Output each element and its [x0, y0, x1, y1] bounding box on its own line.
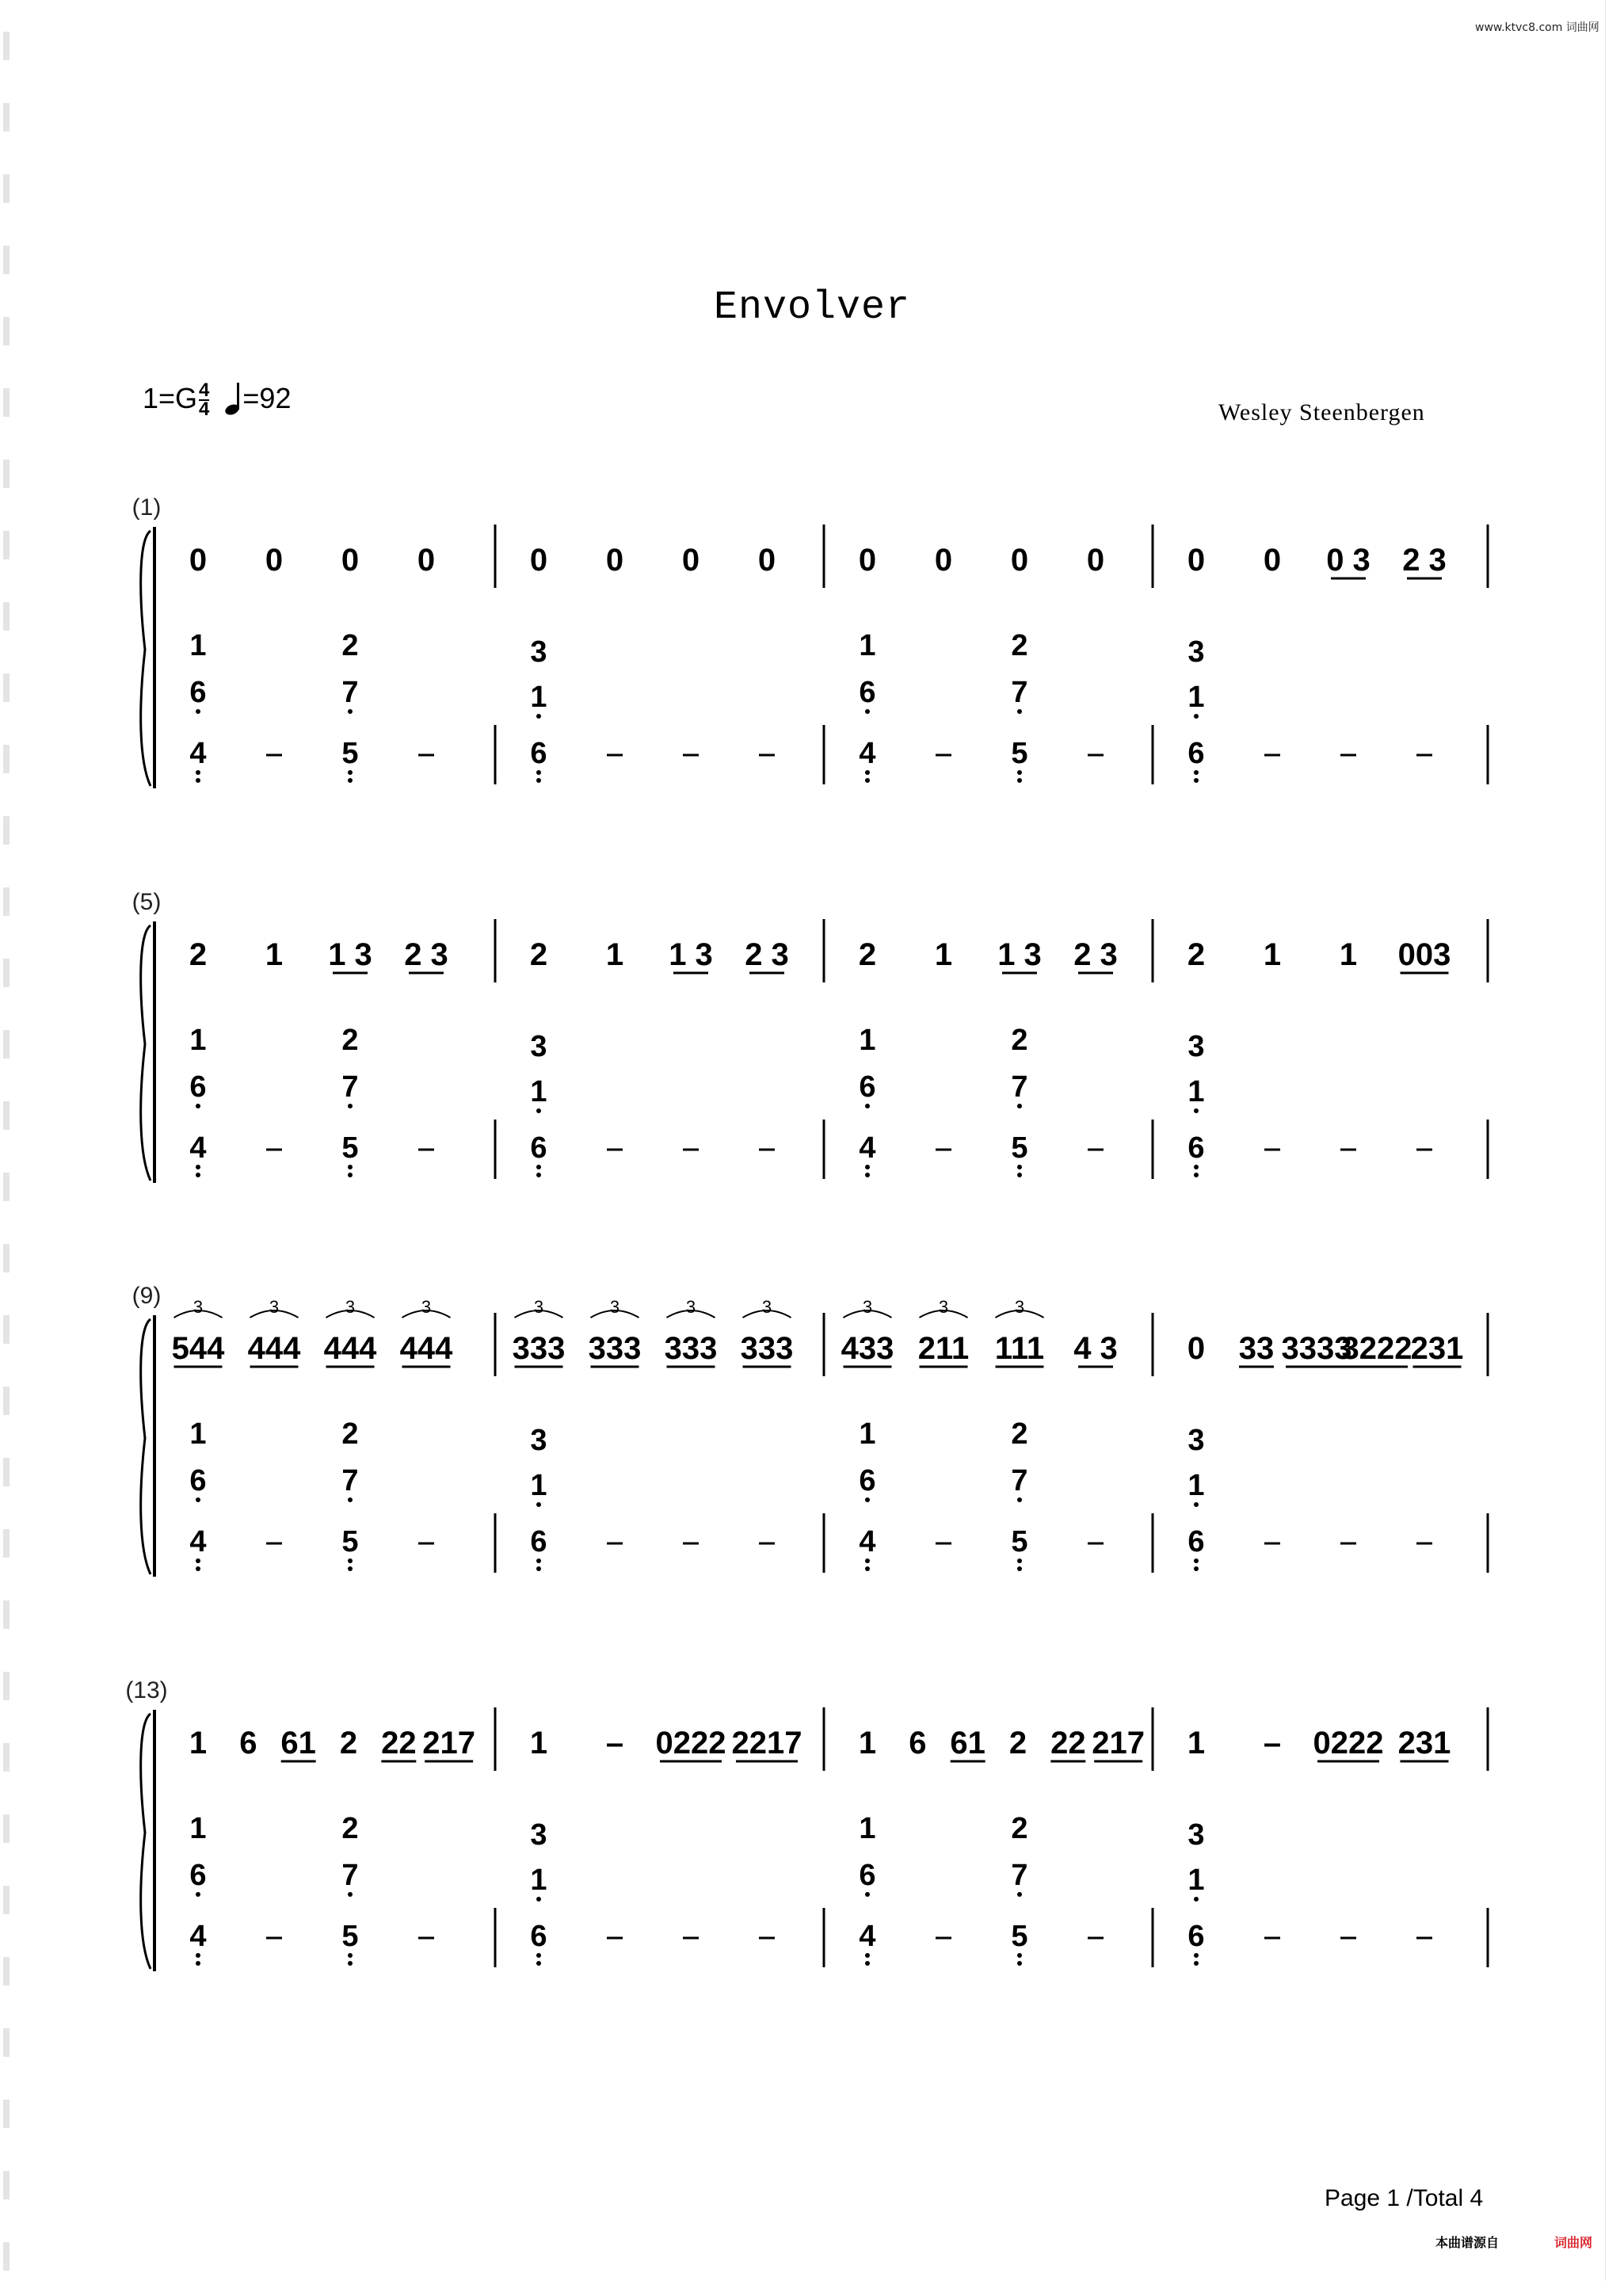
- hold-mark: –: [614, 1551, 616, 1552]
- chord-note: 2: [341, 1812, 359, 1845]
- melody-note: 1 3: [328, 937, 372, 972]
- octave-dot: [865, 1497, 870, 1502]
- melody-note: 1: [934, 937, 953, 972]
- octave-dot: [536, 1165, 541, 1169]
- chord-note: 7: [1011, 1464, 1028, 1497]
- octave-dot: [536, 1173, 541, 1177]
- octave-dot: [1194, 1173, 1199, 1177]
- octave-dot: [348, 770, 353, 775]
- melody-note: 1: [605, 937, 624, 972]
- chord-note: 1: [189, 629, 207, 662]
- hold-mark: –: [273, 1946, 275, 1947]
- chord-note: 1: [859, 1812, 876, 1845]
- measure-number: (5): [132, 889, 162, 915]
- melody-note: 211: [917, 1331, 970, 1366]
- octave-dot: [865, 1173, 870, 1177]
- melody-note: 217: [422, 1726, 476, 1760]
- tempo-value: =92: [242, 382, 292, 414]
- melody-note: 444: [247, 1331, 301, 1366]
- octave-dot: [196, 1892, 200, 1897]
- octave-dot: [348, 1104, 353, 1108]
- octave-dot: [536, 1566, 541, 1571]
- watermark-mark: [3, 460, 10, 488]
- triplet-mark: 3: [345, 1297, 356, 1317]
- chord-note: 6: [530, 1131, 547, 1165]
- hold-mark: –: [1271, 763, 1273, 764]
- melody-note: 2: [339, 1726, 358, 1760]
- source-label: 本曲谱源自: [1435, 2237, 1500, 2250]
- melody-note: 2: [529, 937, 548, 972]
- staff-brace: [141, 925, 151, 1181]
- octave-dot: [348, 709, 353, 714]
- triplet-mark: 3: [609, 1297, 620, 1317]
- octave-dot: [536, 1897, 541, 1902]
- melody-note: 0: [858, 543, 877, 578]
- melody-note: 1 3: [997, 937, 1042, 972]
- octave-dot: [865, 1558, 870, 1563]
- melody-note: 1: [265, 937, 284, 972]
- chord-note: 6: [1188, 1920, 1205, 1953]
- watermark-mark: [3, 2242, 10, 2271]
- chord-note: 1: [1188, 1469, 1205, 1502]
- octave-dot: [865, 1165, 870, 1169]
- octave-dot: [1017, 1104, 1022, 1108]
- chord-note: 5: [1011, 1525, 1028, 1558]
- chord-note: 7: [1011, 1070, 1028, 1104]
- chord-note: 4: [859, 737, 876, 770]
- staff-brace: [141, 1714, 151, 1969]
- octave-dot: [536, 1953, 541, 1958]
- melody-note: 0222: [1313, 1726, 1384, 1760]
- hold-mark: –: [614, 1946, 616, 1947]
- melody-note: 3333: [1281, 1331, 1352, 1366]
- melody-note: 2: [189, 937, 208, 972]
- octave-dot: [196, 770, 200, 775]
- hold-mark: –: [1424, 763, 1425, 764]
- composer: Wesley Steenbergen: [1218, 399, 1425, 425]
- octave-dot: [1017, 1165, 1022, 1169]
- chord-note: 7: [341, 1464, 359, 1497]
- chord-note: 3: [530, 635, 547, 669]
- chord-note: 3: [530, 1818, 547, 1852]
- octave-dot: [348, 1953, 353, 1958]
- melody-note: 33: [1238, 1331, 1275, 1366]
- chord-note: 6: [530, 1920, 547, 1953]
- melody-note: 333: [664, 1331, 718, 1366]
- chord-note: 1: [1188, 681, 1205, 714]
- octave-dot: [348, 1566, 353, 1571]
- melody-note: 22: [1050, 1726, 1086, 1760]
- hold-mark: –: [425, 763, 427, 764]
- hold-mark: –: [614, 763, 616, 764]
- octave-dot: [1017, 1953, 1022, 1958]
- octave-dot: [1194, 1961, 1199, 1966]
- octave-dot: [348, 1165, 353, 1169]
- melody-note: 231: [1410, 1331, 1464, 1366]
- melody-note: 433: [841, 1331, 894, 1366]
- melody-note: 0 3: [1326, 543, 1370, 578]
- chord-note: 5: [341, 1525, 359, 1558]
- octave-dot: [865, 778, 870, 783]
- octave-dot: [1194, 770, 1199, 775]
- octave-dot: [536, 778, 541, 783]
- melody-note: 333: [588, 1331, 642, 1366]
- melody-note: 333: [740, 1331, 794, 1366]
- chord-note: 2: [1011, 1024, 1028, 1057]
- chord-note: 4: [189, 1131, 207, 1165]
- chord-note: 3: [1188, 1030, 1205, 1063]
- octave-dot: [348, 1961, 353, 1966]
- melody-note: 1: [858, 1726, 877, 1760]
- hold-mark: –: [943, 1551, 944, 1552]
- key-signature: [143, 380, 292, 421]
- triplet-mark: 3: [938, 1297, 949, 1317]
- hold-mark: –: [943, 763, 944, 764]
- hold-mark: –: [1271, 1946, 1273, 1947]
- hold-mark: –: [425, 1551, 427, 1552]
- chord-note: 5: [1011, 1131, 1028, 1165]
- octave-dot: [348, 1558, 353, 1563]
- melody-note: 2217: [731, 1726, 802, 1760]
- measure-number: (9): [132, 1283, 162, 1309]
- chord-note: 5: [341, 1920, 359, 1953]
- octave-dot: [1017, 770, 1022, 775]
- watermark-mark: [3, 246, 10, 274]
- chord-note: 1: [189, 1417, 207, 1451]
- melody-note: 0: [529, 543, 548, 578]
- chord-note: 1: [1188, 1863, 1205, 1897]
- hold-mark: –: [273, 763, 275, 764]
- watermark-mark: [3, 1244, 10, 1272]
- melody-note: 0: [934, 543, 953, 578]
- melody-note: 2: [1187, 937, 1206, 972]
- chord-note: 4: [859, 1131, 876, 1165]
- watermark-mark: [3, 1600, 10, 1629]
- chord-note: 6: [530, 737, 547, 770]
- octave-dot: [196, 1558, 200, 1563]
- chord-note: 1: [530, 1469, 547, 1502]
- hold-mark: –: [1348, 1551, 1349, 1552]
- chord-note: 7: [341, 1859, 359, 1892]
- staff-brace: [141, 531, 151, 786]
- chord-note: 4: [189, 1525, 207, 1558]
- melody-note: 231: [1397, 1726, 1451, 1760]
- chord-note: 6: [530, 1525, 547, 1558]
- chord-note: 7: [1011, 1859, 1028, 1892]
- melody-note: 6: [909, 1726, 927, 1760]
- hold-mark: –: [1095, 1946, 1096, 1947]
- octave-dot: [536, 714, 541, 719]
- hold-mark: –: [1424, 1551, 1425, 1552]
- melody-note: 003: [1397, 937, 1451, 972]
- melody-note: 1: [1263, 937, 1282, 972]
- hold-mark: –: [690, 1946, 692, 1947]
- melody-note: 0: [1187, 543, 1206, 578]
- watermark-mark: [3, 2028, 10, 2057]
- octave-dot: [348, 1892, 353, 1897]
- triplet-mark: 3: [862, 1297, 873, 1317]
- melody-note: 444: [323, 1331, 377, 1366]
- hold-mark: –: [766, 763, 768, 764]
- melody-note: 3222: [1341, 1331, 1412, 1366]
- melody-note: 0: [757, 543, 776, 578]
- score-system: [0, 886, 1624, 1203]
- chord-note: 3: [1188, 1818, 1205, 1852]
- melody-note: 6: [239, 1726, 257, 1760]
- chord-note: 6: [189, 676, 207, 709]
- melody-note: 61: [280, 1726, 316, 1760]
- chord-note: 7: [341, 1070, 359, 1104]
- chord-note: 6: [859, 1464, 876, 1497]
- key-prefix: 1=G: [143, 382, 198, 414]
- chord-note: 4: [189, 737, 207, 770]
- melody-note: –: [605, 1726, 624, 1760]
- octave-dot: [1017, 778, 1022, 783]
- octave-dot: [865, 1953, 870, 1958]
- score-system: [0, 491, 1624, 808]
- octave-dot: [536, 1961, 541, 1966]
- chord-note: 6: [1188, 1525, 1205, 1558]
- source-brand-logo: 词曲网: [1554, 2237, 1593, 2250]
- chord-note: 1: [189, 1812, 207, 1845]
- octave-dot: [536, 1108, 541, 1113]
- octave-dot: [348, 1497, 353, 1502]
- chord-note: 1: [530, 681, 547, 714]
- melody-note: 1: [189, 1726, 208, 1760]
- melody-note: 2 3: [404, 937, 448, 972]
- melody-note: 22: [381, 1726, 417, 1760]
- chord-note: 3: [530, 1030, 547, 1063]
- octave-dot: [196, 1566, 200, 1571]
- chord-note: 2: [341, 1024, 359, 1057]
- octave-dot: [196, 1497, 200, 1502]
- watermark-mark: [3, 2171, 10, 2199]
- melody-note: –: [1263, 1726, 1282, 1760]
- melody-note: 0: [1010, 543, 1029, 578]
- melody-note: 2: [858, 937, 877, 972]
- melody-note: 0: [605, 543, 624, 578]
- score-system: [0, 1674, 1624, 1991]
- chord-note: 1: [189, 1024, 207, 1057]
- triplet-mark: 3: [533, 1297, 544, 1317]
- chord-note: 5: [341, 1131, 359, 1165]
- octave-dot: [865, 709, 870, 714]
- melody-note: 1 3: [669, 937, 713, 972]
- hold-mark: –: [690, 1551, 692, 1552]
- chord-note: 6: [189, 1070, 207, 1104]
- chord-note: 4: [859, 1920, 876, 1953]
- chord-note: 5: [1011, 1920, 1028, 1953]
- chord-note: 6: [1188, 737, 1205, 770]
- octave-dot: [1194, 1502, 1199, 1507]
- chord-note: 2: [1011, 629, 1028, 662]
- chord-note: 2: [341, 629, 359, 662]
- watermark-mark: [3, 388, 10, 417]
- quarter-note-icon: [225, 383, 242, 414]
- octave-dot: [196, 778, 200, 783]
- chord-note: 6: [1188, 1131, 1205, 1165]
- chord-note: 2: [1011, 1812, 1028, 1845]
- octave-dot: [196, 1165, 200, 1169]
- octave-dot: [865, 1566, 870, 1571]
- melody-note: 0: [417, 543, 436, 578]
- octave-dot: [196, 1953, 200, 1958]
- hold-mark: –: [1348, 1946, 1349, 1947]
- octave-dot: [1194, 1897, 1199, 1902]
- chord-note: 1: [859, 629, 876, 662]
- score-system: [0, 1280, 1624, 1596]
- hold-mark: –: [766, 1551, 768, 1552]
- hold-mark: –: [273, 1551, 275, 1552]
- octave-dot: [536, 1502, 541, 1507]
- chord-note: 3: [1188, 635, 1205, 669]
- chord-note: 5: [341, 737, 359, 770]
- octave-dot: [1194, 1953, 1199, 1958]
- measure-number: (1): [132, 494, 162, 521]
- chord-note: 1: [530, 1075, 547, 1108]
- chord-note: 1: [859, 1024, 876, 1057]
- melody-note: 0: [265, 543, 284, 578]
- chord-note: 5: [1011, 737, 1028, 770]
- hold-mark: –: [943, 1946, 944, 1947]
- triplet-mark: 3: [421, 1297, 432, 1317]
- triplet-mark: 3: [761, 1297, 772, 1317]
- chord-note: 2: [1011, 1417, 1028, 1451]
- octave-dot: [865, 1961, 870, 1966]
- chord-note: 4: [859, 1525, 876, 1558]
- melody-note: 0222: [655, 1726, 726, 1760]
- octave-dot: [1017, 1566, 1022, 1571]
- hold-mark: –: [766, 1946, 768, 1947]
- chord-note: 3: [530, 1424, 547, 1457]
- melody-note: 0: [681, 543, 700, 578]
- melody-note: 111: [994, 1331, 1045, 1366]
- octave-dot: [348, 778, 353, 783]
- chord-note: 1: [530, 1863, 547, 1897]
- measure-number: (13): [125, 1677, 168, 1703]
- melody-note: 2 3: [1402, 543, 1447, 578]
- time-sig-bottom: 4: [199, 399, 210, 421]
- score-title: Envolver: [713, 285, 911, 330]
- octave-dot: [1194, 1108, 1199, 1113]
- time-signature: [199, 380, 210, 421]
- octave-dot: [1194, 1558, 1199, 1563]
- octave-dot: [865, 1892, 870, 1897]
- octave-dot: [536, 1558, 541, 1563]
- octave-dot: [865, 1104, 870, 1108]
- hold-mark: –: [1095, 763, 1096, 764]
- chord-note: 3: [1188, 1424, 1205, 1457]
- staff-brace: [141, 1319, 151, 1574]
- melody-note: 0: [189, 543, 208, 578]
- melody-note: 4 3: [1073, 1331, 1118, 1366]
- watermark-mark: [3, 816, 10, 845]
- chord-note: 4: [189, 1920, 207, 1953]
- chord-note: 6: [189, 1464, 207, 1497]
- triplet-mark: 3: [269, 1297, 280, 1317]
- melody-note: 1: [529, 1726, 548, 1760]
- melody-note: 0: [1263, 543, 1282, 578]
- site-url: www.ktvc8.com 词曲网: [1475, 21, 1599, 34]
- melody-note: 2: [1008, 1726, 1027, 1760]
- chord-note: 7: [1011, 676, 1028, 709]
- octave-dot: [1017, 1173, 1022, 1177]
- melody-note: 217: [1092, 1726, 1146, 1760]
- hold-mark: –: [690, 763, 692, 764]
- octave-dot: [1017, 1961, 1022, 1966]
- octave-dot: [1017, 709, 1022, 714]
- octave-dot: [196, 1173, 200, 1177]
- melody-note: 1: [1339, 937, 1358, 972]
- octave-dot: [1194, 714, 1199, 719]
- chord-note: 1: [1188, 1075, 1205, 1108]
- chord-note: 6: [859, 1859, 876, 1892]
- chord-note: 2: [341, 1417, 359, 1451]
- watermark-mark: [3, 32, 10, 60]
- triplet-mark: 3: [1014, 1297, 1025, 1317]
- hold-mark: –: [1095, 1551, 1096, 1552]
- octave-dot: [1194, 1566, 1199, 1571]
- melody-note: 0: [1187, 1331, 1206, 1366]
- melody-note: 0: [1086, 543, 1105, 578]
- melody-note: 61: [950, 1726, 985, 1760]
- octave-dot: [1017, 1892, 1022, 1897]
- melody-note: 544: [171, 1331, 225, 1366]
- hold-mark: –: [1271, 1551, 1273, 1552]
- octave-dot: [348, 1173, 353, 1177]
- triplet-mark: 3: [685, 1297, 696, 1317]
- melody-note: 2 3: [1073, 937, 1118, 972]
- chord-note: 6: [859, 676, 876, 709]
- watermark-mark: [3, 317, 10, 345]
- octave-dot: [196, 1104, 200, 1108]
- octave-dot: [1194, 1165, 1199, 1169]
- octave-dot: [1194, 778, 1199, 783]
- melody-note: 444: [399, 1331, 453, 1366]
- chord-note: 7: [341, 676, 359, 709]
- melody-note: 0: [341, 543, 360, 578]
- melody-note: 333: [512, 1331, 566, 1366]
- hold-mark: –: [1424, 1946, 1425, 1947]
- hold-mark: –: [1348, 763, 1349, 764]
- watermark-mark: [3, 174, 10, 203]
- chord-note: 1: [859, 1417, 876, 1451]
- hold-mark: –: [425, 1946, 427, 1947]
- triplet-mark: 3: [193, 1297, 204, 1317]
- octave-dot: [1017, 1497, 1022, 1502]
- octave-dot: [536, 770, 541, 775]
- melody-note: 2 3: [745, 937, 789, 972]
- octave-dot: [1017, 1558, 1022, 1563]
- watermark-mark: [3, 2100, 10, 2128]
- time-sig-top: 4: [199, 380, 210, 402]
- chord-note: 6: [189, 1859, 207, 1892]
- octave-dot: [865, 770, 870, 775]
- watermark-mark: [3, 103, 10, 132]
- octave-dot: [196, 709, 200, 714]
- page-indicator: Page 1 /Total 4: [1325, 2185, 1484, 2211]
- octave-dot: [196, 1961, 200, 1966]
- chord-note: 6: [859, 1070, 876, 1104]
- melody-note: 1: [1187, 1726, 1206, 1760]
